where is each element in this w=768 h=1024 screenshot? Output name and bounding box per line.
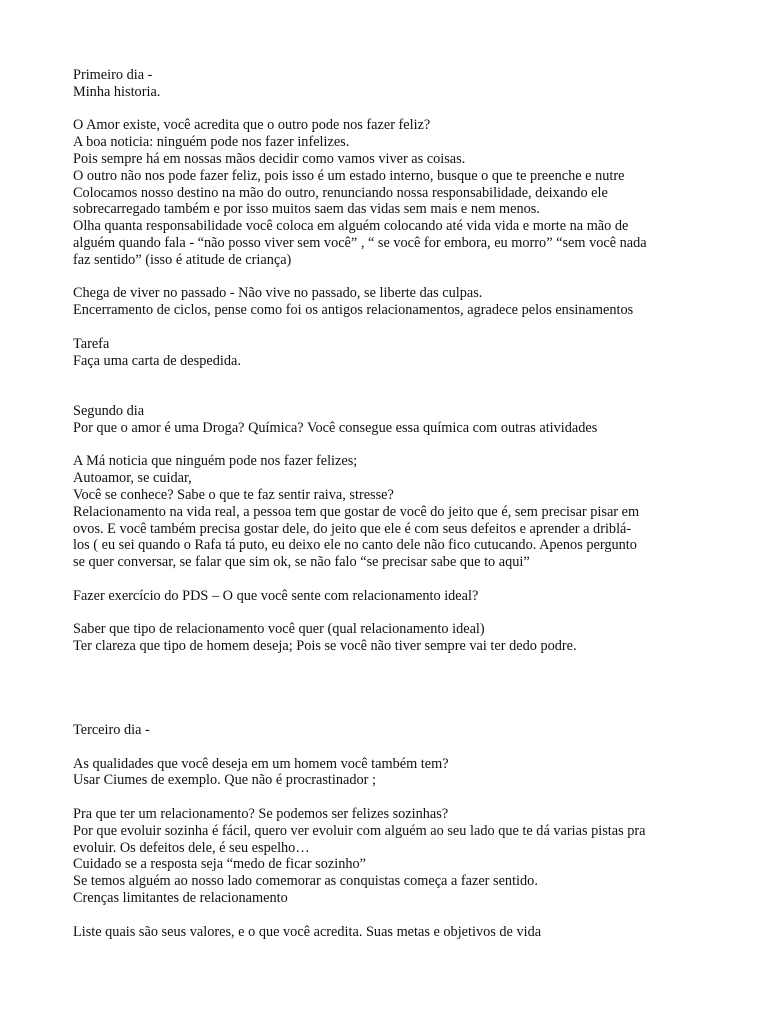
text-line: Saber que tipo de relacionamento você quer (qual relacionamento ideal) — [73, 621, 485, 638]
document-body — [73, 67, 713, 940]
text-line: Pois sempre há em nossas mãos decidir como vamos viver as coisas. — [73, 150, 466, 167]
text-line: Chega de viver no passado - Não vive no passado, se liberte das culpas. — [73, 285, 483, 302]
blank-line — [73, 571, 713, 588]
text-line: Tarefa — [73, 335, 110, 352]
text-line: Ter clareza que tipo de homem deseja; Pois se você não tiver sempre vai ter dedo podre. — [73, 638, 577, 655]
text-line: A Má noticia que ninguém pode nos fazer felizes; — [73, 453, 358, 470]
blank-line — [73, 907, 713, 924]
text-line: Pra que ter um relacionamento? Se podemos ser felizes sozinhas? — [73, 806, 449, 823]
text-line: As qualidades que você deseja em um homem você também tem? — [73, 755, 449, 772]
blank-line — [73, 655, 713, 672]
text-line: Colocamos nosso destino na mão do outro, renunciando nossa responsabilidade, deixando ele — [73, 184, 608, 201]
text-line: evoluir. Os defeitos dele, é seu espelho… — [73, 839, 310, 856]
text-line: O outro não nos pode fazer feliz, pois isso é um estado interno, busque o que te preenche e nutre — [73, 167, 625, 184]
blank-line — [73, 319, 713, 336]
text-line: Relacionamento na vida real, a pessoa tem que gostar de você do jeito que é, sem precisar pisar em — [73, 503, 640, 520]
blank-line — [73, 789, 713, 806]
blank-line — [73, 269, 713, 286]
blank-line — [73, 437, 713, 454]
text-line: Crenças limitantes de relacionamento — [73, 890, 288, 907]
text-line: Liste quais são seus valores, e o que você acredita. Suas metas e objetivos de vida — [73, 923, 542, 940]
blank-line — [73, 705, 713, 722]
blank-line — [73, 672, 713, 689]
blank-line — [73, 101, 713, 118]
text-line: sobrecarregado também e por isso muitos saem das vidas sem mais e nem menos. — [73, 201, 540, 218]
text-line: Se temos alguém ao nosso lado comemorar as conquistas começa a fazer sentido. — [73, 873, 538, 890]
text-line: A boa noticia: ninguém pode nos fazer infelizes. — [73, 134, 350, 151]
text-line: Fazer exercício do PDS – O que você sente com relacionamento ideal? — [73, 587, 479, 604]
text-line: Terceiro dia - — [73, 722, 150, 739]
text-line: Autoamor, se cuidar, — [73, 470, 192, 487]
text-line: Você se conhece? Sabe o que te faz sentir raiva, stresse? — [73, 486, 394, 503]
text-line: faz sentido” (isso é atitude de criança) — [73, 251, 292, 268]
blank-line — [73, 386, 713, 403]
blank-line — [73, 688, 713, 705]
text-line: ovos. E você também precisa gostar dele, do jeito que ele é com seus defeitos e aprender a driblá- — [73, 520, 632, 537]
text-line: Usar Ciumes de exemplo. Que não é procrastinador ; — [73, 772, 376, 789]
text-line: Por que evoluir sozinha é fácil, quero ver evoluir com alguém ao seu lado que te dá varias pistas pra — [73, 822, 646, 839]
text-line: Cuidado se a resposta seja “medo de ficar sozinho” — [73, 856, 366, 873]
text-line: O Amor existe, você acredita que o outro pode nos fazer feliz? — [73, 117, 431, 134]
text-line: Olha quanta responsabilidade você coloca em alguém colocando até vida vida e morte na mão de — [73, 218, 629, 235]
text-line: Por que o amor é uma Droga? Química? Você consegue essa química com outras atividades — [73, 419, 598, 436]
blank-line — [73, 605, 713, 622]
text-line: Faça uma carta de despedida. — [73, 352, 241, 369]
text-line: se quer conversar, se falar que sim ok, se não falo “se precisar sabe que to aqui” — [73, 554, 530, 571]
text-line: los ( eu sei quando o Rafa tá puto, eu deixo ele no canto dele não fico cutucando. Apenos pergunto — [73, 537, 637, 554]
blank-line — [73, 369, 713, 386]
text-line: Segundo dia — [73, 402, 145, 419]
text-line: alguém quando fala - “não posso viver sem você” , “ se você for embora, eu morro” “sem você nada — [73, 234, 647, 251]
text-line: Minha historia. — [73, 83, 161, 100]
blank-line — [73, 739, 713, 756]
text-line: Encerramento de ciclos, pense como foi os antigos relacionamentos, agradece pelos ensinamentos — [73, 302, 634, 319]
text-line: Primeiro dia - — [73, 67, 153, 83]
